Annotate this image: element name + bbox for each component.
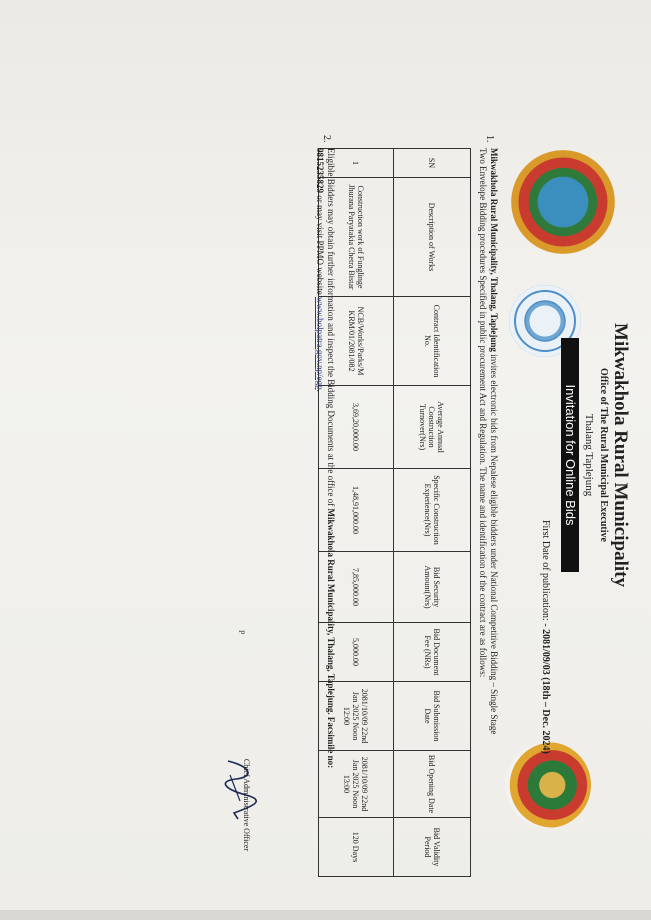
header-contract-id: Contract Identification No. [394, 297, 471, 386]
header-opening: Bid Opening Date [394, 751, 471, 818]
signature-icon [218, 755, 258, 825]
publication-date: 2081/09/03 (18th – Dec. 2024) [540, 629, 551, 754]
municipality-logo-icon [511, 150, 615, 254]
cell-contract-id: NCB/Works/Parks/M KRM/01/2081/082 [319, 297, 394, 386]
publication-label: First Date of publication: - [540, 520, 551, 627]
header-security: Bid Security Amount(Nrs) [394, 552, 471, 623]
section2-text2: or may visit PPMO website [315, 193, 325, 298]
cell-fee: 5,000.00 [319, 623, 394, 682]
cell-description: Construction work of Funglinge Jhurana Paryatakia Chetra Bistar [319, 178, 394, 297]
table-header-row [394, 149, 471, 877]
section2-phone: 9815235829 [315, 148, 325, 193]
section-number-2: 2. [321, 135, 332, 143]
section1-text2: Two Envelope Bidding procedures Specified in public procurement Act and Regulation. The name and identification of the contract are as follows: [478, 148, 488, 678]
cell-validity: 120 Days [319, 818, 394, 877]
header-validity: Bid Validity Period [394, 818, 471, 877]
section2-org: Mikwakhola Rural Municipality, Thalang, Taplejung. Facsimile no: [326, 508, 336, 769]
ppmo-website-link[interactable]: www.bolpatra.gov.np/egp [315, 297, 325, 390]
header-turnover: Average Annual Construction Turnover(Nrs) [394, 386, 471, 469]
section1-org: Mikwakhola Rural Municipality, Thalang, Taplejung [489, 148, 499, 352]
stray-mark: P [237, 630, 246, 635]
municipality-title: Mikwakhola Rural Municipality [610, 323, 631, 587]
signatory-title: Chief Administrative Officer [242, 758, 251, 852]
header-submission: Bid Submission Date [394, 682, 471, 751]
section-number-1: 1. [484, 135, 495, 143]
bids-table [318, 148, 471, 877]
invitation-banner: Invitation for Online Bids [561, 338, 579, 572]
cell-submission: 2081/10/09 22nd Jan 2025 Noon 12:00 [319, 682, 394, 751]
section1-paragraph [477, 148, 499, 848]
cell-security: 7,85,000.00 [319, 552, 394, 623]
section2-text1: Eligible Bidders may obtain further information and inspect the Bidding Documents at the office of [326, 148, 336, 509]
header-sn: SN [394, 149, 471, 178]
location-line: Thalang Taplejung [583, 413, 595, 497]
cell-experience: 1,48,91,000.00 [319, 469, 394, 552]
section2-paragraph [314, 148, 336, 848]
cell-sn: 1 [319, 149, 394, 178]
section2-text3: . [315, 389, 325, 392]
publication-line [540, 520, 551, 920]
cell-opening: 2081/10/09 22nd Jan 2025 Noon 13:00 [319, 751, 394, 818]
header-description: Description of Works [394, 178, 471, 297]
section1-text1: invites electronic bids from Nepalese eligible bidders under National Competitive Bidding – Single Stage [489, 351, 499, 735]
header-experience: Specific Construction Experience(Nrs) [394, 469, 471, 552]
office-subtitle: Office of The Rural Municipal Executive [598, 368, 609, 542]
cell-turnover: 3,69,20,000.00 [319, 386, 394, 469]
header-fee: Bid Document Fee (NRs) [394, 623, 471, 682]
